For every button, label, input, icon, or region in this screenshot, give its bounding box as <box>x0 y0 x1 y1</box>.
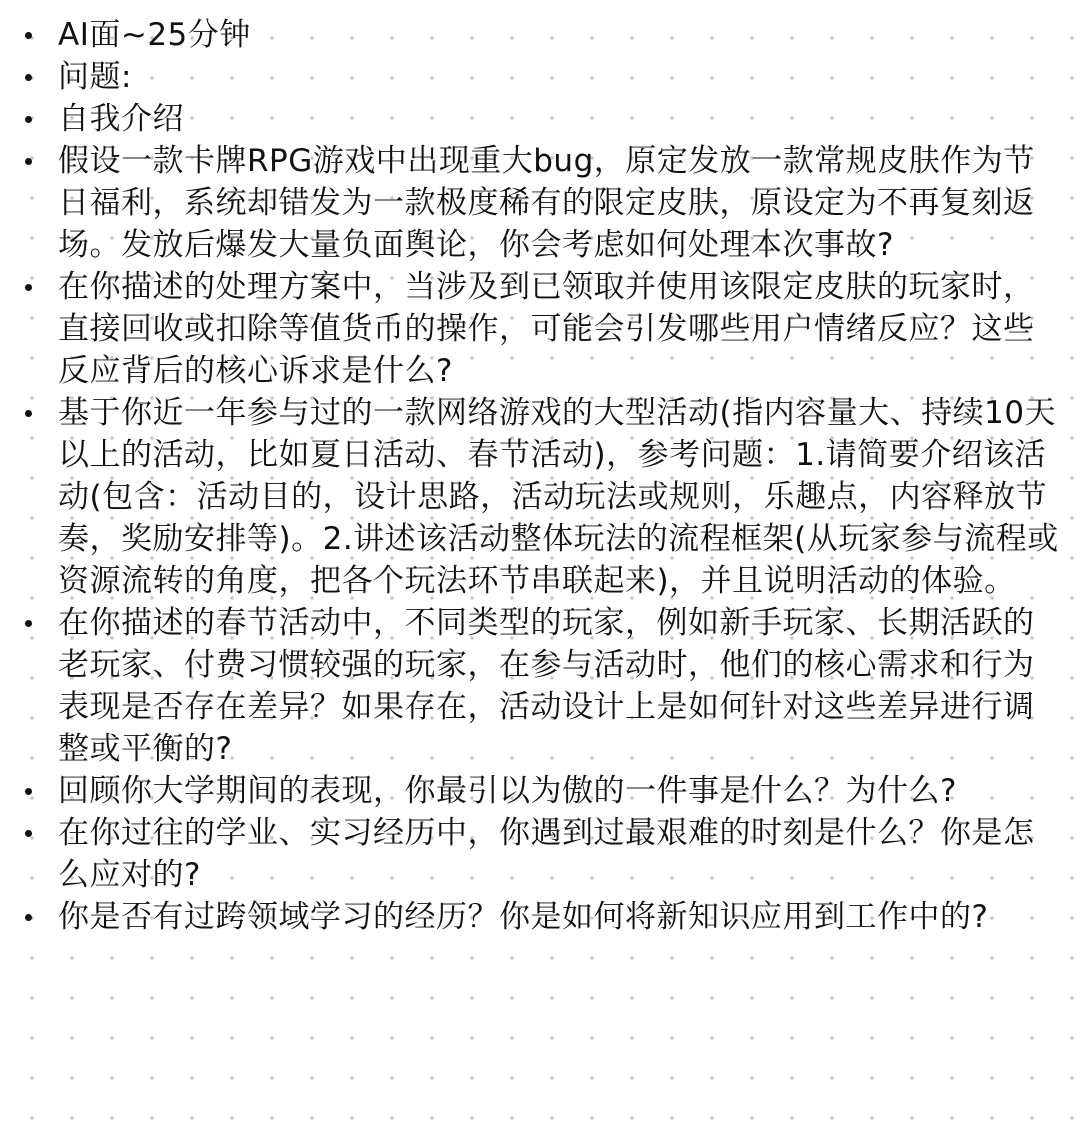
list-item-text: 在你过往的学业、实习经历中，你遇到过最艰难的时刻是什么？你是怎么应对的? <box>58 815 1035 893</box>
list-item-question <box>58 392 1060 602</box>
list-item-question <box>58 896 1060 938</box>
bullet-dot-icon <box>25 140 33 182</box>
list-item-question <box>58 140 1060 266</box>
list-item-title <box>58 14 1060 56</box>
list-item-question <box>58 812 1060 896</box>
list-item-text: 假设一款卡牌RPG游戏中出现重大bug，原定发放一款常规皮肤作为节日福利，系统却错发为一款极度稀有的限定皮肤，原设定为不再复刻返场。发放后爆发大量负面舆论，你会考虑如何处理本次事故? <box>58 143 1035 263</box>
bullet-dot-icon <box>25 812 33 854</box>
bullet-dot-icon <box>25 602 33 644</box>
list-item-text: 在你描述的处理方案中，当涉及到已领取并使用该限定皮肤的玩家时，直接回收或扣除等值货币的操作，可能会引发哪些用户情绪反应？这些反应背后的核心诉求是什么? <box>58 269 1035 389</box>
bullet-dot-icon <box>25 98 33 140</box>
list-item-question <box>58 602 1060 770</box>
bullet-dot-icon <box>25 392 33 434</box>
bullet-list <box>0 14 1080 938</box>
list-item-text: 在你描述的春节活动中，不同类型的玩家，例如新手玩家、长期活跃的老玩家、付费习惯较强的玩家，在参与活动时，他们的核心需求和行为表现是否存在差异？如果存在，活动设计上是如何针对这些差异进行调整或平衡的? <box>58 605 1035 767</box>
list-item-text: 自我介绍 <box>58 101 184 137</box>
list-item-text: 回顾你大学期间的表现，你最引以为傲的一件事是什么？为什么? <box>58 773 957 809</box>
bullet-dot-icon <box>25 56 33 98</box>
bullet-dot-icon <box>25 14 33 56</box>
bullet-dot-icon <box>25 770 33 812</box>
list-item-question <box>58 770 1060 812</box>
bullet-dot-icon <box>25 896 33 938</box>
list-item-text: 基于你近一年参与过的一款网络游戏的大型活动(指内容量大、持续10天以上的活动，比如夏日活动、春节活动)，参考问题：1.请简要介绍该活动(包含：活动目的，设计思路，活动玩法或规则，乐趣点，内容释放节奏，奖励安排等)。2.讲述该活动整体玩法的流程框架(从玩家参与流程或资源流转的角度，把各个玩法环节串联起来)，并且说明活动的体验。 <box>58 395 1059 599</box>
list-item-text: 你是否有过跨领域学习的经历？你是如何将新知识应用到工作中的? <box>58 899 989 935</box>
list-item-text: AI面~25分钟 <box>58 17 251 53</box>
note-body <box>0 14 1080 938</box>
list-item-question <box>58 266 1060 392</box>
list-item-text: 问题: <box>58 59 132 95</box>
list-item-questions-label <box>58 56 1060 98</box>
bullet-dot-icon <box>25 266 33 308</box>
list-item-question <box>58 98 1060 140</box>
